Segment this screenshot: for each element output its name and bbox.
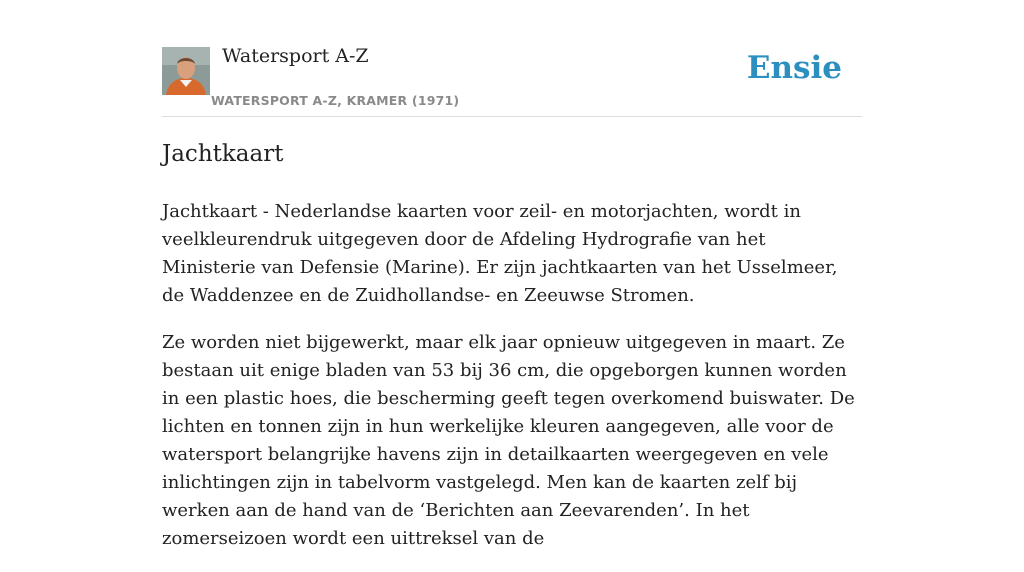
article xyxy=(162,138,862,572)
person-avatar-icon[interactable] xyxy=(162,47,210,95)
article-paragraph-2: Ze worden niet bijgewerkt, maar elk jaar opnieuw uitgegeven in maart. Ze bestaan uit enige bladen van 53 bij 36 cm, die opgeborgen kunnen worden in een plastic hoes, die bescherming geeft tegen overkomend buiswater. De lichten en tonnen zijn in hun werkelijke kleuren aangegeven, alle voor de watersport belangrijke havens zijn in detailkaarten weergegeven en vele inlichtingen zijn in tabelvorm vastgelegd. Men kan de kaarten zelf bij werken aan de hand van de ‘Berichten aan Zeevarenden’. In het zomerseizoen wordt een uittreksel van de xyxy=(162,332,855,549)
article-title: Jachtkaart xyxy=(162,141,284,167)
ensie-logo-link[interactable]: Ensie xyxy=(746,50,842,86)
source-header xyxy=(162,0,862,117)
source-subtitle: WATERSPORT A-Z, KRAMER (1971) xyxy=(211,93,460,108)
article-paragraph-1: Jachtkaart - Nederlandse kaarten voor zeil- en motorjachten, wordt in veelkleurendruk uitgegeven door de Afdeling Hydrografie van het Ministerie van Defensie (Marine). Er zijn jachtkaarten van het Usselmeer, de Waddenzee en de Zuidhollandse- en Zeeuwse Stromen. xyxy=(162,201,838,306)
source-title-link[interactable]: Watersport A-Z xyxy=(222,45,369,67)
